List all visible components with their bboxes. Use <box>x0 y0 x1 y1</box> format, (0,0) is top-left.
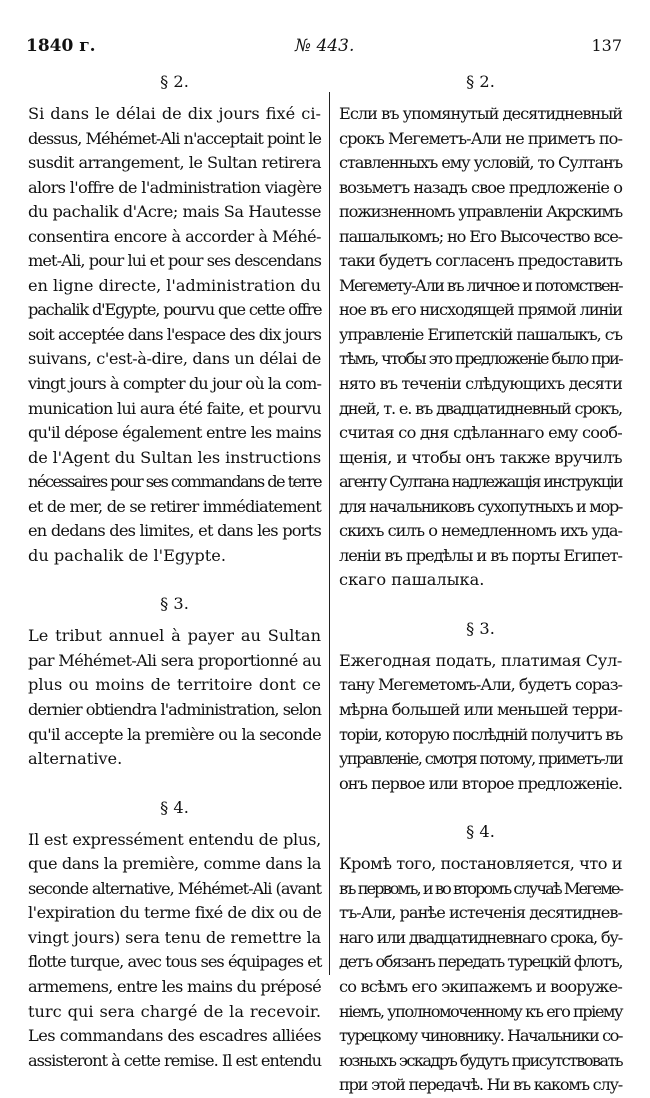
text-line: assisteront à cette remise. Il est entendu <box>28 1050 321 1070</box>
text-line: turc qui sera chargé de la recevoir. <box>28 1001 321 1021</box>
text-line: nécessaires pour ses commandans de terre <box>28 472 321 492</box>
document-number: № 443. <box>295 36 355 56</box>
text-line: нято въ теченіи слѣдующихъ десяти <box>339 374 622 394</box>
text-line: Il est expressément entendu de plus, <box>28 829 321 849</box>
text-line: par Méhémet-Ali sera proportionné au <box>28 650 321 670</box>
text-line: vingt jours à compter du jour où la com- <box>28 374 321 394</box>
text-line: срокъ Мегеметъ-Али не приметъ по- <box>339 128 622 148</box>
section-heading-ru-3: § 3. <box>466 618 495 638</box>
text-line: Les commandans des escadres alliées <box>28 1026 321 1046</box>
text-line: ніемъ, уполномоченному къ его пріему <box>339 1001 622 1021</box>
text-line: flotte turque, avec tous ses équipages et <box>28 952 322 972</box>
text-line: скихъ силъ о немедленномъ ихъ уда- <box>339 521 622 541</box>
text-line: Le tribut annuel à payer au Sultan <box>28 626 321 646</box>
text-line: met-Ali, pour lui et pour ses descendans <box>28 251 321 271</box>
text-line: для начальниковъ сухопутныхъ и мор- <box>339 496 622 516</box>
text-line: suivans, c'est-à-dire, dans un délai de <box>28 349 321 369</box>
text-line: считая со дня сдѣланнаго ему сооб- <box>339 423 622 443</box>
text-line: Кромѣ того, постановляется, что и <box>339 854 622 874</box>
paragraph-ru-3 <box>339 649 622 796</box>
page-header <box>0 36 650 60</box>
paragraph-ru-2 <box>339 102 622 593</box>
text-line: dernier obtiendra l'administration, selon <box>28 700 321 720</box>
section-heading-ru-2: § 2. <box>466 72 495 91</box>
text-line: торіи, которую послѣдній получитъ въ <box>339 724 622 744</box>
text-line: en ligne directe, l'administration du <box>28 275 321 295</box>
text-line: consentira encore à accorder à Méhé- <box>28 226 321 246</box>
paragraph-fr-4 <box>28 828 321 1073</box>
text-line: тану Мегеметомъ-Али, будетъ сораз- <box>339 675 622 695</box>
text-line: ное въ его нисходящей прямой линіи <box>339 300 622 320</box>
text-line: юзныхъ эскадръ будутъ присутствовать <box>339 1050 622 1070</box>
text-line: du pachalik d'Acre; mais Sa Hautesse <box>28 202 321 222</box>
text-line: таки будетъ согласенъ предоставить <box>339 251 622 271</box>
text-line: et de mer, de se retirer immédiatement <box>28 496 321 516</box>
text-line: seconde alternative, Méhémet-Ali (avant <box>28 878 321 898</box>
paragraph-fr-3 <box>28 624 321 771</box>
text-line: Мегемету-Али въ личное и потомствен- <box>339 275 622 295</box>
text-line: alors l'offre de l'administration viagère <box>28 177 322 197</box>
text-line: при этой передачѣ. Ни въ какомъ слу- <box>339 1075 622 1095</box>
text-line: щенія, и чтобы онъ также вручилъ <box>339 447 622 467</box>
section-heading-fr-2: § 2. <box>160 72 189 91</box>
text-line: qu'il accepte la première ou la seconde <box>28 724 321 744</box>
french-column <box>28 62 321 1073</box>
text-line: тъ-Али, ранѣе истеченія десятиднев- <box>339 903 622 923</box>
russian-column <box>339 62 622 1098</box>
text-line: пашалыкомъ; но Его Высочество все- <box>339 226 622 246</box>
text-line: alternative. <box>28 749 123 769</box>
column-divider <box>329 92 330 975</box>
text-line: armemens, entre les mains du préposé <box>28 976 321 996</box>
section-heading-ru-4: § 4. <box>466 822 495 842</box>
text-line: susdit arrangement, le Sultan retirera <box>28 153 321 173</box>
text-line: агенту Султана надлежащія инструкціи <box>339 472 622 492</box>
text-line: управленіе Египетскій пашалыкъ, съ <box>339 324 622 344</box>
text-line: du pachalik de l'Egypte. <box>28 545 227 565</box>
text-line: de l'Agent du Sultan les instructions <box>28 447 321 467</box>
text-line: Если въ упомянутый десятидневный <box>339 104 622 123</box>
text-line: ставленныхъ ему условій, то Султанъ <box>339 153 622 173</box>
text-line: дней, т. е. въ двадцатидневный срокъ, <box>339 398 622 418</box>
text-line: возьметъ назадъ свое предложеніе о <box>339 177 622 197</box>
text-line: vingt jours) sera tenu de remettre la <box>28 927 321 947</box>
section-heading-fr-3: § 3. <box>160 594 189 614</box>
text-line: детъ обязанъ передать турецкій флотъ, <box>339 952 622 972</box>
page-number: 137 <box>591 36 622 55</box>
text-line: тѣмъ, чтобы это предложеніе было при- <box>339 349 622 369</box>
text-line: que dans la première, comme dans la <box>28 854 321 874</box>
text-line: онъ первое или второе предложеніе. <box>339 773 622 793</box>
text-line: со всѣмъ его экипажемъ и вооруже- <box>339 976 622 996</box>
text-line: Ежегодная подать, платимая Сул- <box>339 650 622 670</box>
text-line: plus ou moins de territoire dont ce <box>28 675 321 695</box>
text-line: леніи въ предѣлы и въ порты Египет- <box>339 545 622 565</box>
text-line: Si dans le délai de dix jours fixé ci- <box>28 104 321 123</box>
text-line: турецкому чиновнику. Начальники со- <box>339 1026 622 1046</box>
year-label: 1840 г. <box>26 36 96 56</box>
text-line: l'expiration du terme fixé de dix ou de <box>28 903 322 923</box>
text-line: en dedans des limites, et dans les ports <box>28 521 321 541</box>
text-line: скаго пашалыка. <box>339 570 485 590</box>
text-line: управленіе, смотря потому, приметъ-ли <box>339 749 622 769</box>
paragraph-fr-2 <box>28 102 321 568</box>
text-line: pachalik d'Egypte, pourvu que cette offre <box>28 300 322 320</box>
text-line: пожизненномъ управленіи Акрскимъ <box>339 202 622 222</box>
section-heading-fr-4: § 4. <box>160 797 189 817</box>
text-line: munication lui aura été faite, et pourvu <box>28 398 321 418</box>
text-line: soit acceptée dans l'espace des dix jours <box>28 324 321 344</box>
text-line: qu'il dépose également entre les mains <box>28 423 321 443</box>
text-line: dessus, Méhémet-Ali n'acceptait point le <box>28 128 321 148</box>
text-line: въ первомъ, и во второмъ случаѣ Мегеме- <box>339 878 622 898</box>
text-line: наго или двадцатидневнаго срока, бу- <box>339 927 622 947</box>
text-line: мѣрна большей или меньшей терри- <box>339 700 622 720</box>
